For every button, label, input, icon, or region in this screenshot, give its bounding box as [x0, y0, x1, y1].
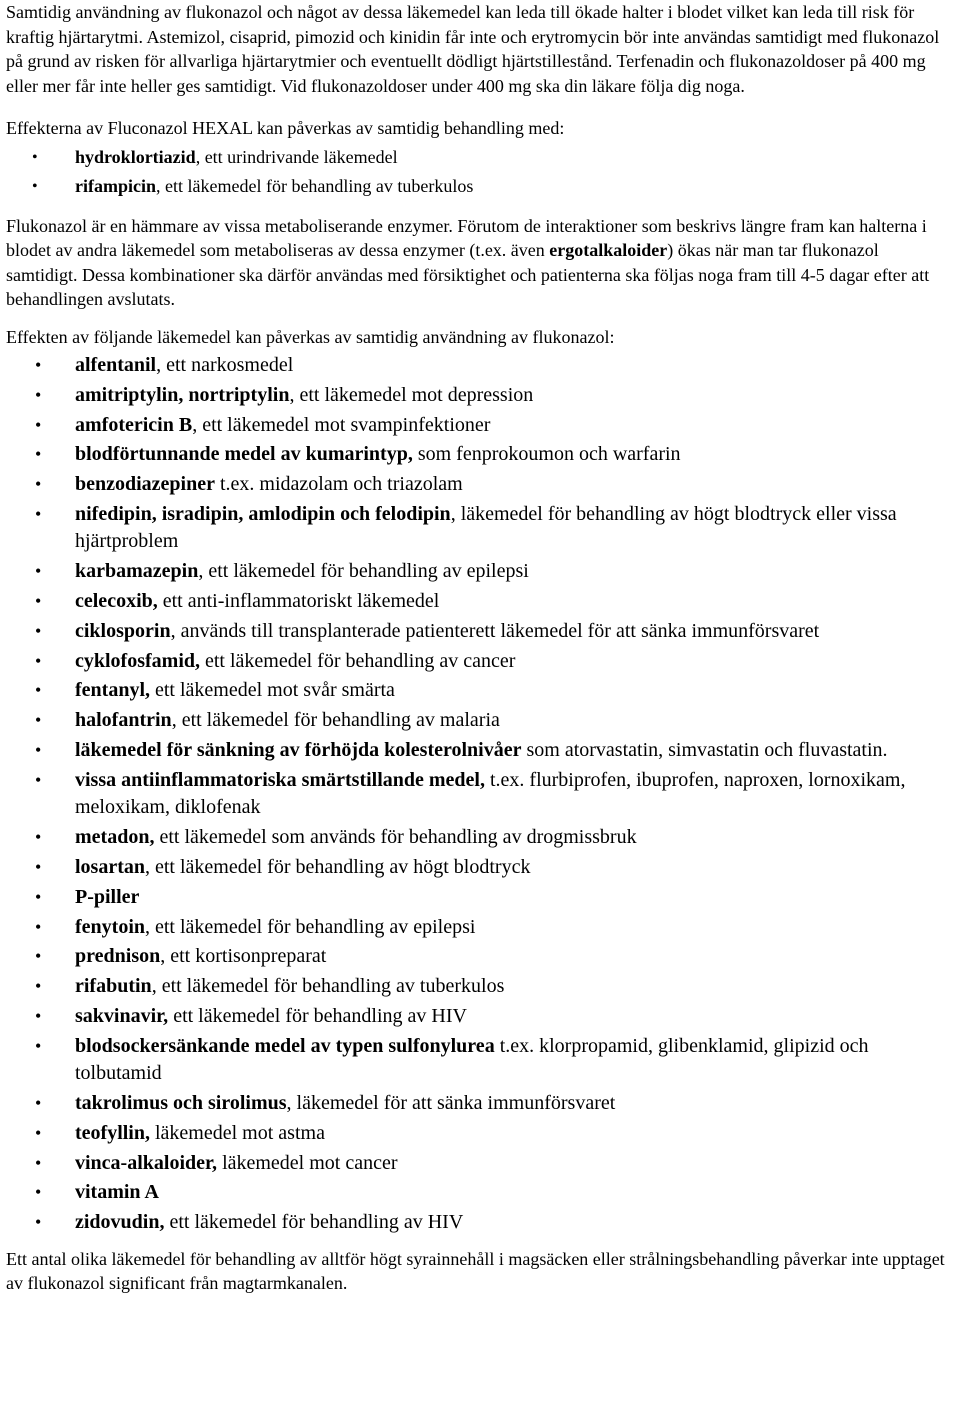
drug-name: vitamin A: [75, 1181, 159, 1204]
drug-description: ett läkemedel mot svår smärta: [150, 679, 395, 702]
drug-name: fentanyl,: [75, 679, 150, 702]
drug-description: , ett läkemedel för behandling av tuberkulos: [151, 975, 505, 998]
drug-description: , ett läkemedel för behandling av epilepsi: [198, 560, 529, 583]
drug-name: blodsockersänkande medel av typen sulfonylurea: [75, 1034, 495, 1057]
list-item: [6, 707, 954, 735]
drug-description: som atorvastatin, simvastatin och fluvastatin.: [521, 739, 888, 762]
drug-description: t.ex. flurbiprofen, ibuprofen, naproxen, lornoxikam, meloxikam, diklofenak: [75, 768, 906, 819]
list-item: [6, 648, 954, 676]
list-item: [6, 1090, 954, 1118]
list-item: [6, 471, 954, 499]
drug-description: , ett läkemedel mot depression: [289, 383, 534, 406]
drug-name: karbamazepin: [75, 560, 199, 583]
drug-name: losartan: [75, 855, 145, 878]
drug-name: fenytoin: [75, 915, 145, 938]
drug-name: rifampicin: [75, 175, 156, 196]
list-item: [6, 172, 954, 201]
drug-name: ciklosporin: [75, 619, 171, 642]
drug-description: , läkemedel för behandling av högt blodtryck eller vissa hjärtproblem: [75, 502, 897, 553]
list-item: [6, 824, 954, 852]
list-item: [6, 914, 954, 942]
drug-description: , används till transplanterade patienterett läkemedel för att sänka immunförsvaret: [170, 619, 820, 642]
list-affecting-drugs: [6, 143, 954, 201]
list-item: [6, 1033, 954, 1088]
list-item: [6, 1150, 954, 1178]
list-item: [6, 767, 954, 822]
drug-description: som fenprokoumon och warfarin: [412, 443, 681, 466]
drug-description: ett läkemedel för behandling av HIV: [168, 1004, 467, 1027]
list-item: [6, 1003, 954, 1031]
list-item: [6, 1179, 954, 1207]
drug-description: läkemedel mot cancer: [217, 1151, 398, 1174]
drug-description: ett läkemedel för behandling av cancer: [200, 649, 516, 672]
drug-description: t.ex. midazolam och triazolam: [215, 473, 463, 496]
drug-name: P-piller: [75, 885, 140, 908]
paragraph-affected-intro: Effekten av följande läkemedel kan påverkas av samtidig användning av flukonazol:: [6, 326, 615, 347]
drug-name: vissa antiinflammatoriska smärtstillande medel,: [75, 768, 485, 791]
list-item: [6, 943, 954, 971]
list-item: [6, 737, 954, 765]
text-segment: Flukonazol är en hämmare av vissa metaboliserande enzymer. Förutom de interaktioner som beskrivs längre fram kan halterna i blodet av andra läkemedel som metaboliseras av dessa enzymer (t.ex. även: [6, 215, 927, 260]
drug-name: halofantrin: [75, 709, 172, 732]
drug-name: celecoxib,: [75, 590, 158, 613]
list-item: [6, 501, 954, 556]
drug-description: , ett läkemedel för behandling av epilepsi: [145, 915, 476, 938]
drug-name: metadon,: [75, 826, 155, 849]
drug-name: zidovudin,: [75, 1211, 165, 1234]
drug-name: blodförtunnande medel av kumarintyp,: [75, 443, 413, 466]
drug-description: läkemedel mot astma: [150, 1121, 325, 1144]
list-item: [6, 441, 954, 469]
drug-description: , läkemedel för att sänka immunförsvaret: [286, 1092, 616, 1115]
drug-name: rifabutin: [75, 975, 152, 998]
paragraph-interactions-heart: Samtidig användning av flukonazol och något av dessa läkemedel kan leda till ökade halter i blodet vilket kan leda till risk för kraftig hjärtarytmi. Astemizol, cisaprid, pimozid och kinidin får inte och erytromycin bör inte användas samtidigt med flukonazol på grund av risken för allvarliga hjärtarytmier och eventuellt dödligt hjärtstillestånd. Terfenadin och flukonazoldoser på 400 mg eller mer får inte heller ges samtidigt. Vid flukonazoldoser under 400 mg ska din läkare följa dig noga.: [6, 2, 940, 96]
drug-description: , ett narkosmedel: [156, 354, 294, 376]
drug-name: vinca-alkaloider,: [75, 1151, 218, 1174]
list-affected-drugs: [6, 352, 954, 1237]
drug-name: amitriptylin, nortriptylin: [75, 383, 290, 406]
drug-description: t.ex. klorpropamid, glibenklamid, glipizid och tolbutamid: [75, 1034, 869, 1085]
list-item: [6, 352, 954, 380]
drug-name: alfentanil: [75, 354, 157, 376]
list-item: [6, 382, 954, 410]
list-item: [6, 973, 954, 1001]
drug-description: , ett läkemedel för behandling av malaria: [171, 709, 500, 732]
drug-name: ergotalkaloider: [549, 240, 668, 260]
paragraph-antacids: Ett antal olika läkemedel för behandling av alltför högt syrainnehåll i magsäcken eller strålningsbehandling påverkar inte upptaget av flukonazol significant från magtarmkanalen.: [6, 1248, 945, 1294]
list-item: [6, 884, 954, 912]
list-item: [6, 1209, 954, 1237]
list-item: [6, 1120, 954, 1148]
drug-name: prednison: [75, 945, 161, 968]
drug-description: ett läkemedel för behandling av HIV: [164, 1211, 464, 1234]
drug-name: läkemedel för sänkning av förhöjda kolesterolnivåer: [75, 739, 522, 762]
list-item: [6, 558, 954, 586]
drug-description: ett läkemedel som används för behandling av drogmissbruk: [154, 826, 637, 849]
list-item: [6, 588, 954, 616]
drug-name: amfotericin B: [75, 413, 193, 436]
drug-description: , ett kortisonpreparat: [160, 945, 327, 968]
drug-name: cyklofosfamid,: [75, 649, 200, 672]
text-segment: ) ökas när man tar flukonazol samtidigt. Dessa kombinationer ska därför användas med försiktighet och patienterna ska följas noga fram till 4-5 dagar efter att behandlingen avslutats.: [6, 240, 930, 309]
drug-description: , ett urindrivande läkemedel: [195, 146, 398, 167]
list-item: [6, 143, 954, 172]
drug-name: teofyllin,: [75, 1121, 150, 1144]
list-item: [6, 854, 954, 882]
drug-name: benzodiazepiner: [75, 473, 215, 496]
paragraph-enzyme-inhibitor: [6, 214, 954, 312]
drug-name: hydroklortiazid: [75, 146, 196, 167]
list-item: [6, 412, 954, 440]
paragraph-effects-intro: Effekterna av Fluconazol HEXAL kan påverkas av samtidig behandling med:: [6, 118, 565, 138]
drug-description: , ett läkemedel mot svampinfektioner: [192, 413, 491, 436]
list-item: [6, 618, 954, 646]
drug-description: , ett läkemedel för behandling av tuberkulos: [156, 175, 474, 196]
drug-description: ett anti-inflammatoriskt läkemedel: [157, 590, 440, 613]
drug-name: takrolimus och sirolimus: [75, 1092, 287, 1115]
drug-name: sakvinavir,: [75, 1004, 169, 1027]
drug-name: nifedipin, isradipin, amlodipin och felodipin: [75, 502, 451, 525]
drug-description: , ett läkemedel för behandling av högt blodtryck: [145, 855, 531, 878]
list-item: [6, 677, 954, 705]
